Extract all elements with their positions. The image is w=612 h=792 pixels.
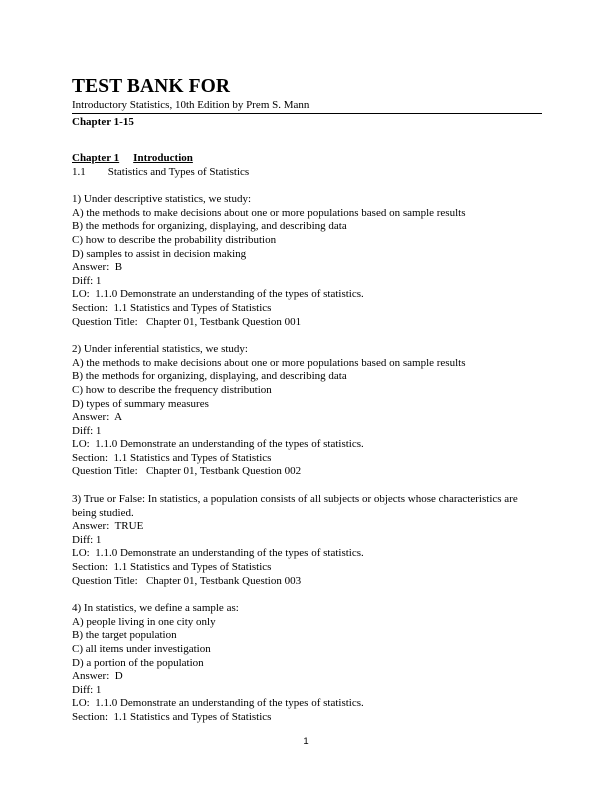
answer-option-d: D) a portion of the population [72, 656, 204, 669]
section-name: Statistics and Types of Statistics [107, 165, 250, 178]
section-heading [72, 166, 542, 180]
answer-option-c: C) all items under investigation [72, 643, 211, 655]
answer-key: Answer: TRUE [72, 520, 144, 533]
answer-key: Answer: B [72, 261, 123, 274]
learning-objective: LO: 1.1.0 Demonstrate an understanding of the types of statistics. [72, 697, 364, 710]
answer-option-a: A) the methods to make decisions about one or more populations based on sample results [72, 206, 466, 219]
answer-option-d: D) types of summary measures [72, 397, 209, 410]
learning-objective: LO: 1.1.0 Demonstrate an understanding of the types of statistics. [72, 288, 364, 301]
document-subtitle: Introductory Statistics, 10th Edition by Prem S. Mann [72, 99, 310, 111]
question-stem: 4) In statistics, we define a sample as: [72, 602, 239, 615]
answer-option-c: C) how to describe the frequency distribution [72, 383, 272, 396]
question-3 [72, 493, 542, 588]
chapters-range: Chapter 1-15 [72, 113, 542, 129]
question-stem: 3) True or False: In statistics, a population consists of all subjects or objects whose characteristics are being studied. [72, 493, 521, 519]
question-section: Section: 1.1 Statistics and Types of Statistics [72, 561, 272, 574]
document-title: TEST BANK FOR [72, 76, 231, 97]
question-4 [72, 602, 542, 724]
question-1 [72, 193, 542, 329]
answer-option-b: B) the target population [72, 629, 177, 642]
question-title: Question Title: Chapter 01, Testbank Question 002 [72, 465, 302, 478]
answer-key: Answer: D [72, 670, 123, 683]
answer-option-b: B) the methods for organizing, displaying, and describing data [72, 370, 347, 383]
chapter-name: Introduction [133, 152, 193, 164]
answer-option-a: A) people living in one city only [72, 615, 216, 628]
question-section: Section: 1.1 Statistics and Types of Statistics [72, 710, 272, 723]
question-title: Question Title: Chapter 01, Testbank Question 003 [72, 574, 302, 587]
document-page [72, 76, 542, 725]
question-stem: 1) Under descriptive statistics, we study: [72, 193, 252, 206]
answer-key: Answer: A [72, 411, 123, 424]
answer-option-a: A) the methods to make decisions about one or more populations based on sample results [72, 356, 466, 369]
section-number: 1.1 [72, 165, 86, 178]
difficulty: Diff: 1 [72, 274, 102, 287]
chapter-number: Chapter 1 [72, 152, 120, 164]
difficulty: Diff: 1 [72, 533, 102, 546]
answer-option-c: C) how to describe the probability distribution [72, 233, 277, 246]
difficulty: Diff: 1 [72, 424, 102, 437]
page-number: 1 [303, 736, 309, 747]
answer-option-b: B) the methods for organizing, displaying, and describing data [72, 220, 347, 233]
difficulty: Diff: 1 [72, 683, 102, 696]
question-title: Question Title: Chapter 01, Testbank Question 001 [72, 315, 302, 328]
learning-objective: LO: 1.1.0 Demonstrate an understanding of the types of statistics. [72, 438, 364, 451]
question-2 [72, 343, 542, 479]
learning-objective: LO: 1.1.0 Demonstrate an understanding of the types of statistics. [72, 547, 364, 560]
question-section: Section: 1.1 Statistics and Types of Statistics [72, 451, 272, 464]
question-stem: 2) Under inferential statistics, we study: [72, 343, 248, 356]
answer-option-d: D) samples to assist in decision making [72, 247, 247, 260]
chapter-heading [72, 152, 542, 166]
question-section: Section: 1.1 Statistics and Types of Statistics [72, 301, 272, 314]
